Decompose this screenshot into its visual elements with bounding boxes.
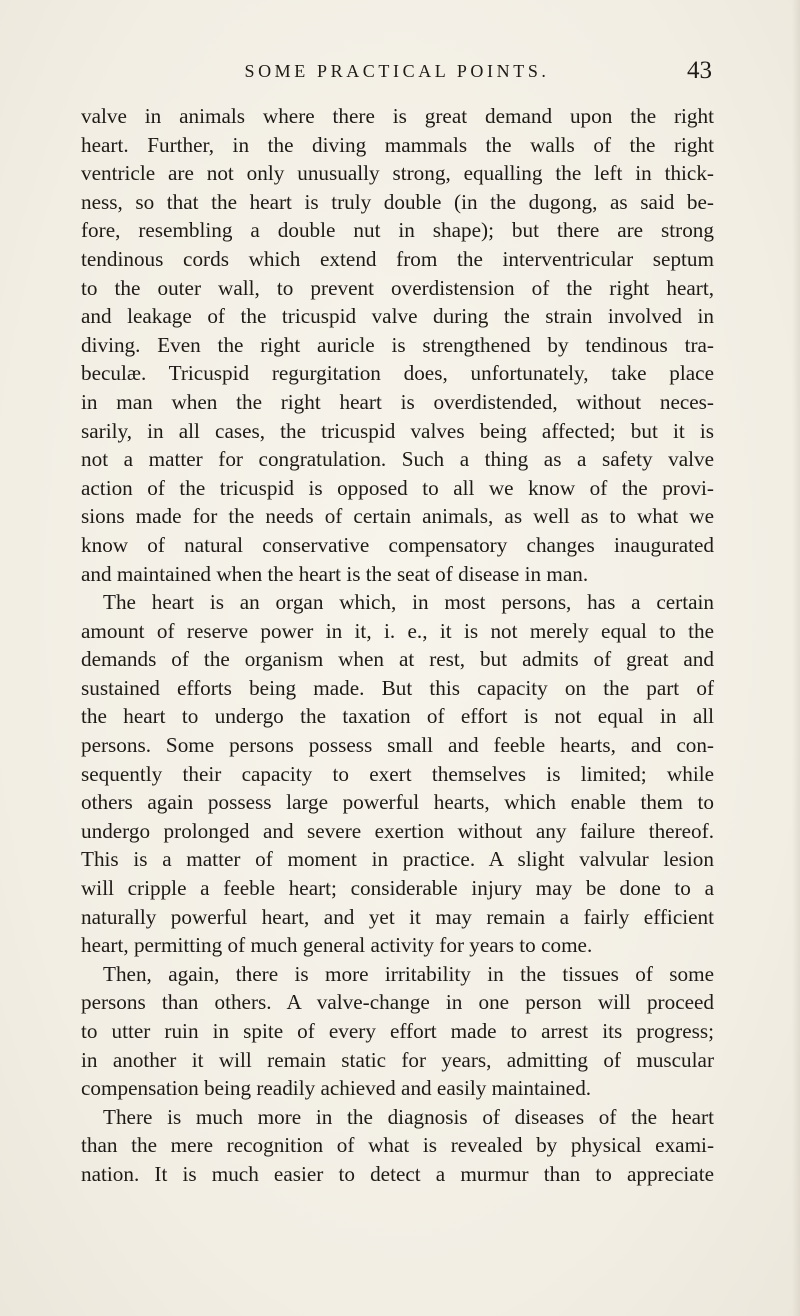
- text-line: This is a matter of moment in practice. A slight valvular lesion: [81, 847, 714, 872]
- text-line: the heart to undergo the taxation of effort is not equal in all: [81, 704, 714, 729]
- text-line: beculæ. Tricuspid regurgitation does, unfortunately, take place: [81, 361, 714, 386]
- paragraph-start-line: There is much more in the diagnosis of diseases of the heart: [103, 1104, 714, 1129]
- text-line: will cripple a feeble heart; considerable injury may be done to a: [81, 876, 714, 901]
- text-line: compensation being readily achieved and easily maintained.: [81, 1076, 592, 1101]
- running-title: SOME PRACTICAL POINTS.: [244, 61, 550, 81]
- paragraph-start-line: The heart is an organ which, in most persons, has a certain: [103, 590, 714, 615]
- text-line: ventricle are not only unusually strong, equalling the left in thick-: [81, 161, 714, 186]
- text-line: ness, so that the heart is truly double (in the dugong, as said be-: [81, 189, 714, 214]
- text-line: and leakage of the tricuspid valve during the strain involved in: [81, 304, 714, 329]
- text-line: naturally powerful heart, and yet it may remain a fairly efficient: [81, 904, 714, 929]
- text-line: persons than others. A valve-change in one person will proceed: [81, 990, 714, 1015]
- text-line: valve in animals where there is great demand upon the right: [81, 104, 714, 128]
- text-line: sarily, in all cases, the tricuspid valves being affected; but it is: [81, 418, 714, 443]
- text-line: diving. Even the right auricle is strengthened by tendinous tra-: [81, 332, 714, 357]
- text-line: in another it will remain static for years, admitting of muscular: [81, 1047, 714, 1072]
- text-line: sions made for the needs of certain animals, as well as to what we: [81, 504, 714, 529]
- running-head: [82, 56, 712, 86]
- text-line: demands of the organism when at rest, but admits of great and: [81, 647, 714, 672]
- text-line: persons. Some persons possess small and feeble hearts, and con-: [81, 733, 714, 758]
- text-line: to utter ruin in spite of every effort made to arrest its progress;: [81, 1019, 714, 1043]
- text-line: than the mere recognition of what is revealed by physical exami-: [81, 1133, 714, 1158]
- text-line: heart. Further, in the diving mammals the walls of the right: [81, 132, 714, 157]
- text-line: heart, permitting of much general activity for years to come.: [81, 933, 593, 958]
- paragraph-start-line: Then, again, there is more irritability in the tissues of some: [103, 961, 714, 986]
- text-line: tendinous cords which extend from the interventricular septum: [81, 246, 714, 271]
- text-line: fore, resembling a double nut in shape); but there are strong: [81, 218, 714, 243]
- text-line: know of natural conservative compensatory changes inaugurated: [81, 532, 714, 557]
- text-line: in man when the right heart is overdistended, without neces-: [81, 389, 714, 414]
- text-line: others again possess large powerful hearts, which enable them to: [81, 790, 714, 815]
- body-text: [81, 102, 714, 1189]
- text-line: action of the tricuspid is opposed to all we know of the provi-: [81, 475, 714, 500]
- text-line: nation. It is much easier to detect a murmur than to appreciate: [81, 1161, 714, 1186]
- text-line: amount of reserve power in it, i. e., it is not merely equal to the: [81, 618, 714, 643]
- text-line: sequently their capacity to exert themselves is limited; while: [81, 761, 714, 786]
- text-line: and maintained when the heart is the seat of disease in man.: [81, 561, 589, 586]
- text-line: not a matter for congratulation. Such a thing as a safety valve: [81, 447, 714, 472]
- text-line: undergo prolonged and severe exertion without any failure thereof.: [81, 818, 714, 843]
- page-number: 43: [687, 57, 712, 84]
- text-line: to the outer wall, to prevent overdistension of the right heart,: [81, 275, 714, 300]
- text-line: sustained efforts being made. But this capacity on the part of: [81, 675, 714, 700]
- page-edge-shadow: [792, 0, 800, 1316]
